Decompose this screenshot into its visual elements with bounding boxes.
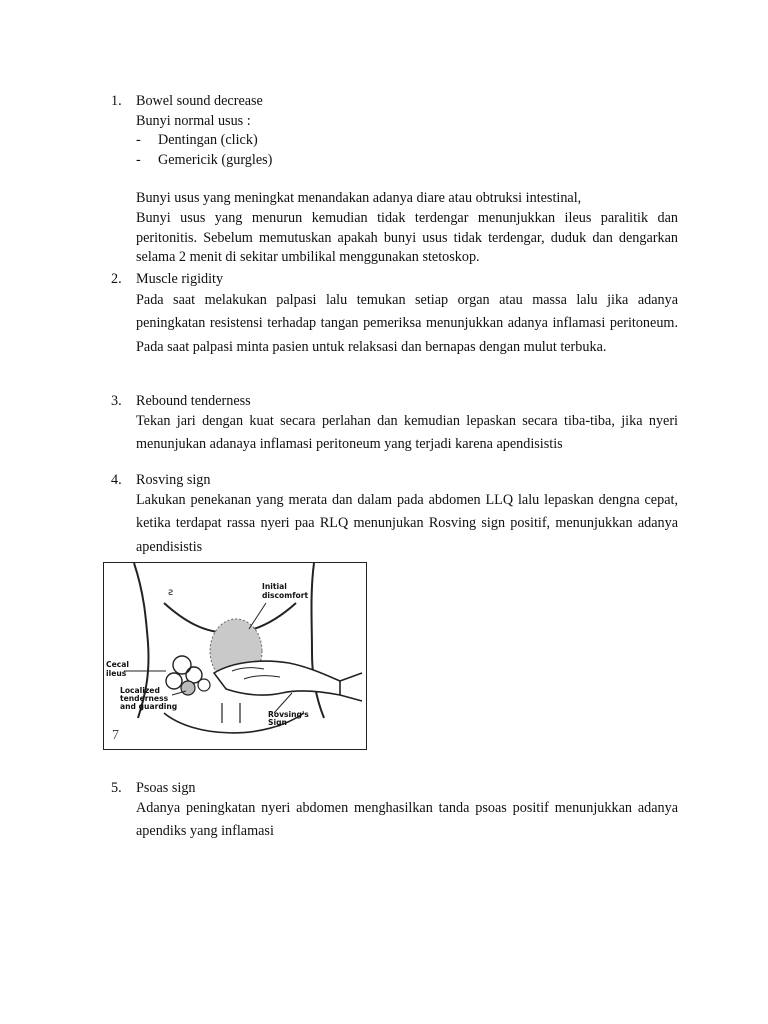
item-2 bbox=[111, 270, 678, 359]
item-1-paragraph-2: Bunyi usus yang menurun kemudian tidak terdengar menunjukkan ileus paralitik dan peritonitis. Sebelum memutuskan apakah bunyi usus tidak terdengar, duduk dan dengarkan selama 2 menit di sekitar umbilikal menggunakan stetoskop. bbox=[136, 209, 678, 266]
item-3-title: Rebound tenderness bbox=[136, 393, 251, 409]
item-4-number: 4. bbox=[111, 472, 122, 488]
figure-number: 7 bbox=[112, 728, 119, 743]
item-2-body: Pada saat melakukan palpasi lalu temukan setiap organ atau massa lalu jika adanya peningkatan resistensi terhadap tangan pemeriksa menunjukkan adanya inflamasi peritoneum. Pada saat palpasi minta pasien untuk relaksasi dan bernapas dengan mulut terbuka. bbox=[136, 291, 678, 355]
item-4 bbox=[111, 471, 678, 559]
list-item: - Gemericik (gurgles) bbox=[136, 151, 273, 168]
item-2-number: 2. bbox=[111, 271, 122, 287]
item-5-number: 5. bbox=[111, 780, 122, 796]
label-localized-2: tenderness bbox=[120, 694, 169, 703]
item-3-number: 3. bbox=[111, 393, 122, 409]
label-localized-3: and guarding bbox=[120, 702, 178, 711]
item-3 bbox=[111, 392, 678, 457]
item-4-body: Lakukan penekanan yang merata dan dalam pada abdomen LLQ lalu lepaskan dengna cepat, ketika terdapat rassa nyeri paa RLQ menunjukan Rosving sign positif, menunjukkan adanya apendisistis bbox=[136, 491, 678, 555]
item-1 bbox=[111, 92, 678, 268]
item-1-paragraph-1: Bunyi usus yang meningkat menandakan adanya diare atau obtruksi intestinal, bbox=[136, 190, 582, 207]
label-initial-2: discomfort bbox=[262, 591, 309, 600]
label-localized-1: Localized bbox=[120, 686, 160, 695]
midline-marks bbox=[222, 703, 240, 723]
list-item: - Dentingan (click) bbox=[136, 132, 258, 149]
item-1-title: Bowel sound decrease bbox=[136, 93, 263, 109]
hand-illustration bbox=[214, 661, 340, 695]
label-cecal-1: Cecal bbox=[106, 660, 129, 669]
rovsing-sign-figure bbox=[103, 562, 367, 750]
label-rovsing-1: Rovsing's bbox=[268, 710, 309, 719]
label-initial-1: Initial bbox=[262, 582, 287, 591]
sound-list bbox=[136, 131, 678, 170]
item-4-title: Rosving sign bbox=[136, 472, 211, 488]
item-5-title: Psoas sign bbox=[136, 780, 196, 796]
item-1-subtitle: Bunyi normal usus : bbox=[136, 112, 251, 129]
cecum-illustration bbox=[166, 656, 210, 695]
item-3-body: Tekan jari dengan kuat secara perlahan dan kemudian lepaskan secara tiba-tiba, jika nyeri menunjukan adanaya inflamasi peritoneum yang terjadi karena apendisistis bbox=[136, 412, 678, 453]
item-5-body: Adanya peningkatan nyeri abdomen menghasilkan tanda psoas positif menunjukkan adanya apendiks yang inflamasi bbox=[136, 799, 678, 840]
label-cecal-2: ileus bbox=[106, 669, 127, 678]
figure-mark: ƨ bbox=[168, 587, 174, 598]
item-2-title: Muscle rigidity bbox=[136, 271, 224, 287]
abdomen-illustration bbox=[104, 563, 366, 749]
item-5 bbox=[111, 779, 678, 844]
wrist-lines bbox=[340, 673, 362, 701]
label-rovsing-2: Sign bbox=[268, 718, 287, 727]
item-1-number: 1. bbox=[111, 93, 122, 109]
